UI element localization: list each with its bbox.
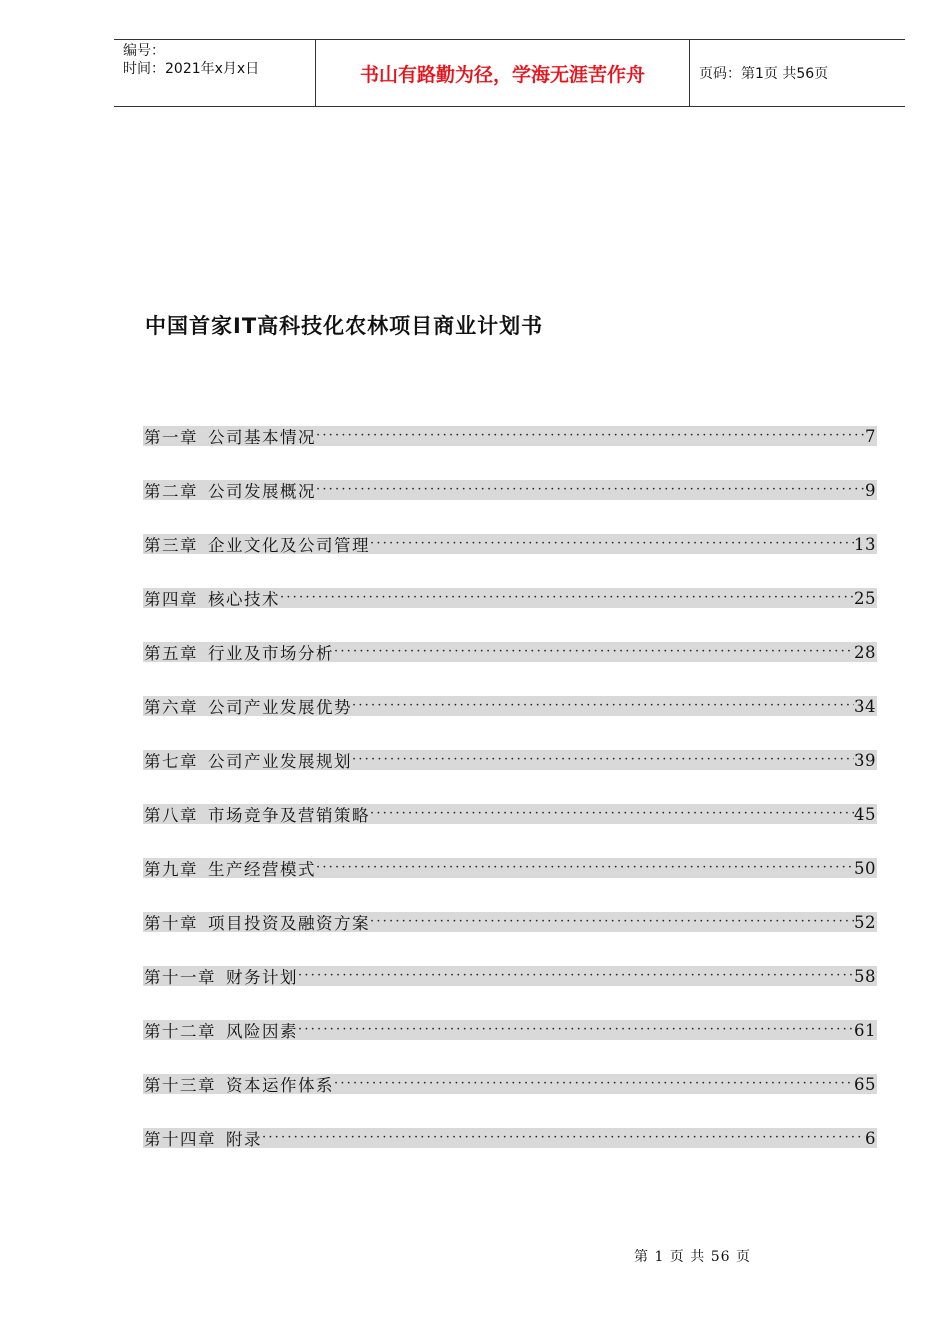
toc-title: 附录 — [226, 1130, 262, 1148]
toc-page: 58 — [854, 966, 876, 986]
toc-page: 9 — [865, 480, 876, 500]
toc-leader — [352, 750, 854, 770]
toc-page: 52 — [854, 912, 876, 932]
toc-leader — [334, 642, 854, 662]
toc-title: 公司产业发展规划 — [208, 752, 352, 770]
toc-leader — [316, 858, 854, 878]
toc-entry[interactable] — [143, 804, 877, 824]
toc-entry[interactable] — [143, 426, 877, 446]
toc-leader — [370, 804, 854, 824]
toc-chapter: 第六章 — [144, 698, 198, 716]
toc-page: 61 — [854, 1020, 876, 1040]
toc-leader — [370, 534, 854, 554]
toc-chapter: 第八章 — [144, 806, 198, 824]
toc-title: 公司产业发展优势 — [208, 698, 352, 716]
page-header — [114, 39, 905, 107]
toc-leader — [280, 588, 854, 608]
toc-entry[interactable] — [143, 966, 877, 986]
toc-chapter: 第三章 — [144, 536, 198, 554]
toc-title: 公司基本情况 — [208, 428, 316, 446]
toc-title: 风险因素 — [226, 1022, 298, 1040]
toc-page: 34 — [854, 696, 876, 716]
toc-leader — [262, 1128, 865, 1148]
toc-chapter: 第十三章 — [144, 1076, 216, 1094]
toc-title: 行业及市场分析 — [208, 644, 334, 662]
toc-page: 25 — [854, 588, 876, 608]
toc-entry[interactable] — [143, 534, 877, 554]
toc-entry[interactable] — [143, 1020, 877, 1040]
toc-chapter: 第十二章 — [144, 1022, 216, 1040]
toc-leader — [316, 426, 865, 446]
toc-chapter: 第一章 — [144, 428, 198, 446]
header-number: 编号： — [123, 43, 165, 59]
toc-title: 财务计划 — [226, 968, 298, 986]
table-of-contents — [143, 426, 877, 1182]
toc-chapter: 第五章 — [144, 644, 198, 662]
toc-entry[interactable] — [143, 696, 877, 716]
toc-page: 39 — [854, 750, 876, 770]
toc-leader — [334, 1074, 854, 1094]
toc-title: 市场竞争及营销策略 — [208, 806, 370, 824]
toc-entry[interactable] — [143, 858, 877, 878]
toc-leader — [316, 480, 865, 500]
header-motto: 书山有路勤为径，学海无涯苦作舟 — [316, 40, 690, 106]
toc-page: 13 — [854, 534, 876, 554]
toc-entry[interactable] — [143, 912, 877, 932]
toc-chapter: 第十一章 — [144, 968, 216, 986]
toc-leader — [352, 696, 854, 716]
toc-title: 生产经营模式 — [208, 860, 316, 878]
toc-entry[interactable] — [143, 642, 877, 662]
toc-title: 公司发展概况 — [208, 482, 316, 500]
header-meta — [114, 40, 316, 106]
page-footer: 第 1 页 共 56 页 — [634, 1249, 751, 1265]
header-time: 时间：2021年x月x日 — [123, 61, 260, 77]
toc-page: 28 — [854, 642, 876, 662]
toc-page: 7 — [865, 426, 876, 446]
toc-page: 6 — [865, 1128, 876, 1148]
toc-page: 65 — [854, 1074, 876, 1094]
toc-chapter: 第十四章 — [144, 1130, 216, 1148]
toc-leader — [298, 1020, 854, 1040]
toc-entry[interactable] — [143, 588, 877, 608]
toc-chapter: 第七章 — [144, 752, 198, 770]
toc-page: 50 — [854, 858, 876, 878]
toc-title: 项目投资及融资方案 — [208, 914, 370, 932]
toc-chapter: 第九章 — [144, 860, 198, 878]
toc-entry[interactable] — [143, 750, 877, 770]
header-page-number: 页码：第1页 共56页 — [699, 66, 829, 82]
toc-entry[interactable] — [143, 1128, 877, 1148]
toc-title: 核心技术 — [208, 590, 280, 608]
toc-leader — [298, 966, 854, 986]
document-title: 中国首家IT高科技化农林项目商业计划书 — [145, 314, 544, 338]
toc-chapter: 第二章 — [144, 482, 198, 500]
toc-entry[interactable] — [143, 480, 877, 500]
toc-chapter: 第十章 — [144, 914, 198, 932]
toc-title: 企业文化及公司管理 — [208, 536, 370, 554]
toc-leader — [370, 912, 854, 932]
toc-chapter: 第四章 — [144, 590, 198, 608]
toc-title: 资本运作体系 — [226, 1076, 334, 1094]
toc-page: 45 — [854, 804, 876, 824]
toc-entry[interactable] — [143, 1074, 877, 1094]
